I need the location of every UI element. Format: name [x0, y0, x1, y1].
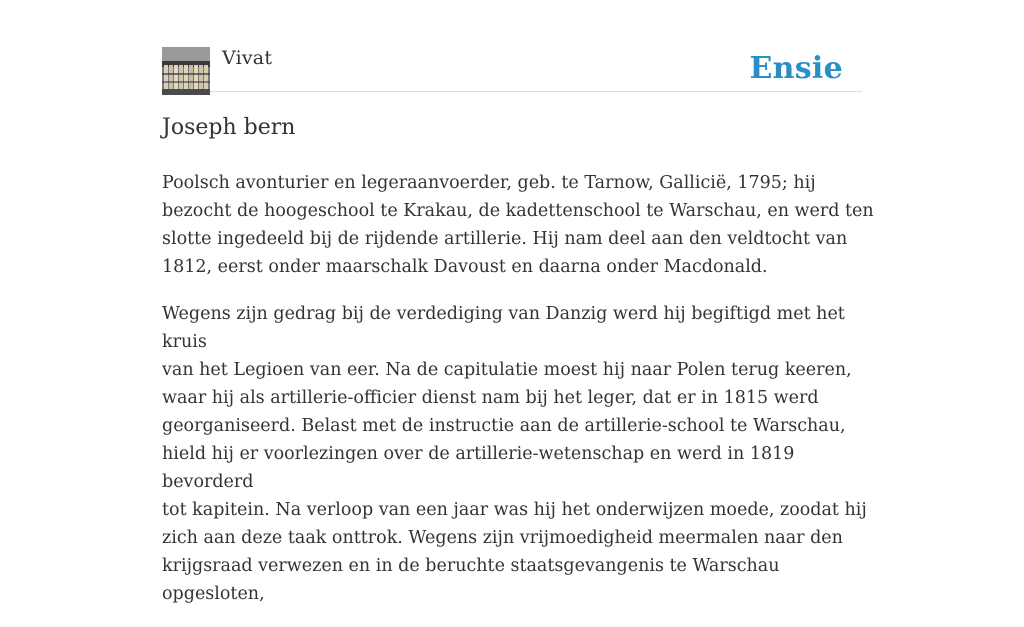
- brand-logo[interactable]: Ensie: [749, 51, 843, 86]
- text-line: van het Legioen van eer. Na de capitulatie moest hij naar Polen terug keeren,: [162, 360, 852, 380]
- author-avatar[interactable]: [162, 47, 210, 95]
- text-line: hield hij er voorlezingen over de artillerie-wetenschap en werd in 1819 bevorderd: [162, 444, 795, 492]
- text-line: georganiseerd. Belast met de instructie aan de artillerie-school te Warschau,: [162, 416, 846, 436]
- text-line: zich aan deze taak onttrok. Wegens zijn vrijmoedigheid meermalen naar den: [162, 528, 843, 548]
- text-line: krijgsraad verwezen en in de beruchte staatsgevangenis te Warschau opgesloten,: [162, 556, 780, 604]
- article-title: Joseph bern: [162, 115, 296, 140]
- paragraph-1: [162, 169, 882, 281]
- text-line: tot kapitein. Na verloop van een jaar was hij het onderwijzen moede, zoodat hij: [162, 500, 867, 520]
- text-line: 1812, eerst onder maarschalk Davoust en daarna onder Macdonald.: [162, 257, 768, 277]
- text-line: bezocht de hoogeschool te Krakau, de kadettenschool te Warschau, en werd ten: [162, 201, 874, 221]
- books-avatar-icon: [162, 47, 210, 95]
- text-line: slotte ingedeeld bij de rijdende artillerie. Hij nam deel aan den veldtocht van: [162, 229, 848, 249]
- paragraph-2: [162, 300, 882, 608]
- header: [162, 45, 862, 92]
- article-body: [162, 169, 882, 627]
- text-line: Poolsch avonturier en legeraanvoerder, geb. te Tarnow, Gallicië, 1795; hij: [162, 173, 816, 193]
- author-name[interactable]: Vivat: [222, 47, 273, 69]
- text-line: Wegens zijn gedrag bij de verdediging van Danzig werd hij begiftigd met het kruis: [162, 304, 845, 352]
- text-line: waar hij als artillerie-officier dienst nam bij het leger, dat er in 1815 werd: [162, 388, 819, 408]
